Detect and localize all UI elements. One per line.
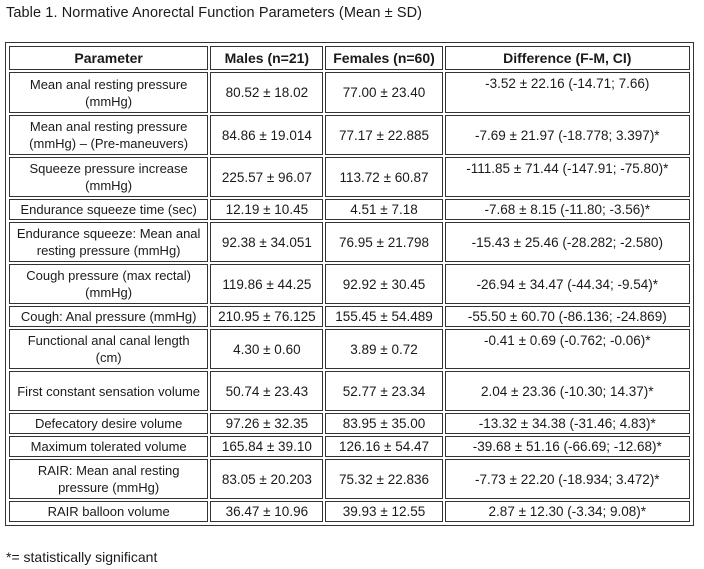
cell-difference: -15.43 ± 25.46 (-28.282; -2.580) (445, 222, 690, 262)
table-row (9, 329, 690, 369)
cell-difference: -7.73 ± 22.20 (-18.934; 3.472)* (445, 459, 690, 499)
cell-females: 4.51 ± 7.18 (325, 199, 442, 220)
cell-parameter: First constant sensation volume (9, 371, 208, 411)
cell-difference: -55.50 ± 60.70 (-86.136; -24.869) (445, 306, 690, 327)
anorectal-parameters-table (7, 44, 692, 524)
cell-parameter: Squeeze pressure increase (mmHg) (9, 157, 208, 197)
cell-difference: -39.68 ± 51.16 (-66.69; -12.68)* (445, 436, 690, 457)
cell-males: 84.86 ± 19.014 (210, 115, 323, 155)
table-body (9, 72, 690, 522)
cell-parameter: Endurance squeeze time (sec) (9, 199, 208, 220)
table-row (9, 371, 690, 411)
cell-males: 50.74 ± 23.43 (210, 371, 323, 411)
cell-difference: -111.85 ± 71.44 (-147.91; -75.80)* (445, 157, 690, 197)
cell-parameter: Mean anal resting pressure (mmHg) (9, 72, 208, 113)
table-footnote: *= statistically significant (6, 549, 158, 565)
cell-difference: 2.04 ± 23.36 (-10.30; 14.37)* (445, 371, 690, 411)
table-header-row (9, 46, 690, 70)
cell-males: 92.38 ± 34.051 (210, 222, 323, 262)
cell-males: 12.19 ± 10.45 (210, 199, 323, 220)
cell-males: 225.57 ± 96.07 (210, 157, 323, 197)
header-parameter: Parameter (9, 46, 208, 70)
table-row (9, 306, 690, 327)
header-females: Females (n=60) (325, 46, 442, 70)
cell-females: 76.95 ± 21.798 (325, 222, 442, 262)
header-difference: Difference (F-M, CI) (445, 46, 690, 70)
cell-females: 3.89 ± 0.72 (325, 329, 442, 369)
cell-females: 113.72 ± 60.87 (325, 157, 442, 197)
cell-difference: -7.69 ± 21.97 (-18.778; 3.397)* (445, 115, 690, 155)
cell-males: 36.47 ± 10.96 (210, 501, 323, 522)
cell-parameter: Functional anal canal length (cm) (9, 329, 208, 369)
table-row (9, 264, 690, 304)
cell-difference: -3.52 ± 22.16 (-14.71; 7.66) (445, 72, 690, 113)
table-row (9, 413, 690, 434)
table-row (9, 222, 690, 262)
table-row (9, 501, 690, 522)
cell-males: 97.26 ± 32.35 (210, 413, 323, 434)
table-row (9, 199, 690, 220)
cell-females: 92.92 ± 30.45 (325, 264, 442, 304)
cell-females: 83.95 ± 35.00 (325, 413, 442, 434)
cell-females: 77.00 ± 23.40 (325, 72, 442, 113)
table-row (9, 459, 690, 499)
cell-females: 39.93 ± 12.55 (325, 501, 442, 522)
table-row (9, 436, 690, 457)
header-males: Males (n=21) (210, 46, 323, 70)
cell-difference: -13.32 ± 34.38 (-31.46; 4.83)* (445, 413, 690, 434)
cell-parameter: Cough: Anal pressure (mmHg) (9, 306, 208, 327)
cell-males: 80.52 ± 18.02 (210, 72, 323, 113)
cell-difference: -26.94 ± 34.47 (-44.34; -9.54)* (445, 264, 690, 304)
table-frame (5, 42, 694, 526)
cell-females: 75.32 ± 22.836 (325, 459, 442, 499)
cell-parameter: Cough pressure (max rectal) (mmHg) (9, 264, 208, 304)
cell-males: 83.05 ± 20.203 (210, 459, 323, 499)
cell-females: 155.45 ± 54.489 (325, 306, 442, 327)
cell-males: 4.30 ± 0.60 (210, 329, 323, 369)
cell-males: 210.95 ± 76.125 (210, 306, 323, 327)
table-row (9, 72, 690, 113)
table-row (9, 157, 690, 197)
cell-parameter: Defecatory desire volume (9, 413, 208, 434)
cell-difference: -0.41 ± 0.69 (-0.762; -0.06)* (445, 329, 690, 369)
cell-parameter: Maximum tolerated volume (9, 436, 208, 457)
cell-females: 77.17 ± 22.885 (325, 115, 442, 155)
cell-difference: -7.68 ± 8.15 (-11.80; -3.56)* (445, 199, 690, 220)
table-row (9, 115, 690, 155)
cell-females: 52.77 ± 23.34 (325, 371, 442, 411)
cell-parameter: RAIR: Mean anal resting pressure (mmHg) (9, 459, 208, 499)
cell-parameter: Endurance squeeze: Mean anal resting pressure (mmHg) (9, 222, 208, 262)
cell-difference: 2.87 ± 12.30 (-3.34; 9.08)* (445, 501, 690, 522)
cell-parameter: Mean anal resting pressure (mmHg) – (Pre-maneuvers) (9, 115, 208, 155)
cell-parameter: RAIR balloon volume (9, 501, 208, 522)
cell-males: 119.86 ± 44.25 (210, 264, 323, 304)
cell-males: 165.84 ± 39.10 (210, 436, 323, 457)
cell-females: 126.16 ± 54.47 (325, 436, 442, 457)
table-caption: Table 1. Normative Anorectal Function Parameters (Mean ± SD) (6, 5, 423, 21)
